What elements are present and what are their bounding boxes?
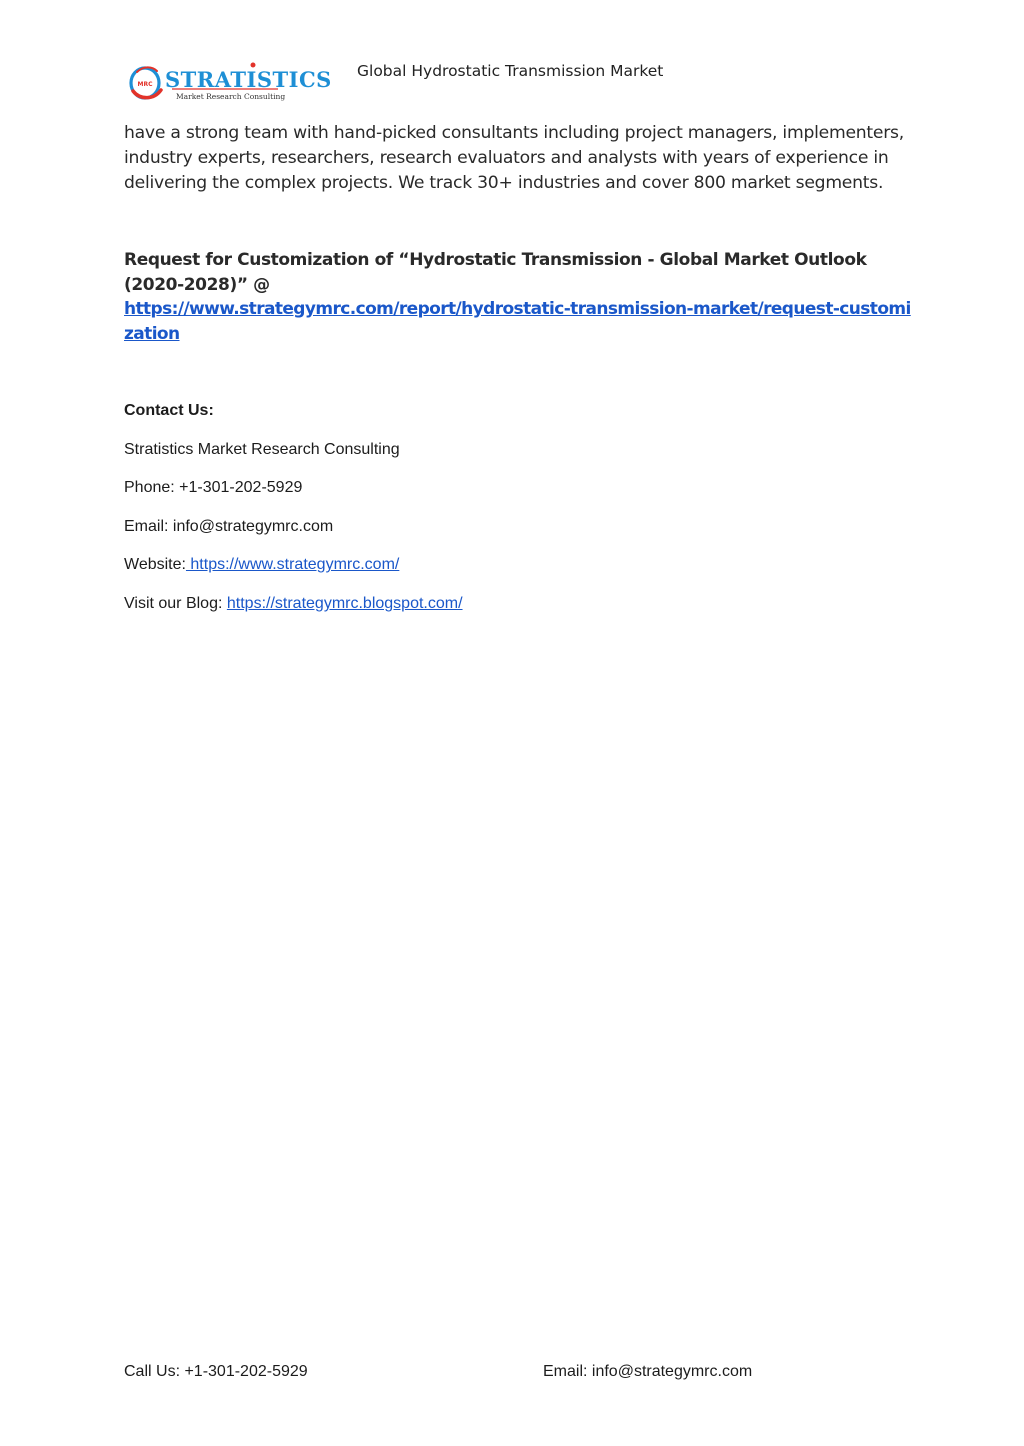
header-title: Global Hydrostatic Transmission Market	[357, 62, 664, 80]
blog-link[interactable]: https://strategymrc.blogspot.com/	[226, 594, 463, 612]
email-line: Email: info@strategymrc.com	[124, 517, 334, 535]
contact-heading: Contact Us:	[124, 402, 214, 419]
website-line	[124, 554, 824, 593]
website-link[interactable]: https://www.strategymrc.com/	[185, 556, 400, 574]
blog-label: Visit our Blog:	[124, 594, 227, 612]
footer-call: Call Us: +1-301-202-5929	[124, 1363, 308, 1380]
logo-badge: MRC	[137, 81, 153, 88]
stratistics-logo	[128, 60, 332, 106]
intro-paragraph: have a strong team with hand-picked consultants including project managers, implementers, industry experts, researchers, research evaluators and analysts with years of experience in delivering the complex projects. We track 30+ industries and cover 800 market segments.	[124, 123, 904, 193]
request-customization-link[interactable]: https://www.strategymrc.com/report/hydrostatic-transmission-market/request-customization	[124, 299, 911, 344]
request-text: Request for Customization of “Hydrostatic Transmission - Global Market Outlook (2020-2028)” @	[124, 250, 867, 295]
customization-request	[124, 248, 914, 346]
blog-line	[124, 593, 824, 632]
footer-email: Email: info@strategymrc.com	[543, 1363, 753, 1380]
logo-tagline: Market Research Consulting	[176, 92, 286, 101]
logo-graphic	[128, 60, 332, 106]
phone-line: Phone: +1-301-202-5929	[124, 479, 303, 497]
website-label: Website:	[124, 556, 186, 574]
contact-section	[124, 400, 824, 632]
logo-wordmark: STRATISTICS	[165, 67, 332, 92]
company-name: Stratistics Market Research Consulting	[124, 440, 400, 458]
